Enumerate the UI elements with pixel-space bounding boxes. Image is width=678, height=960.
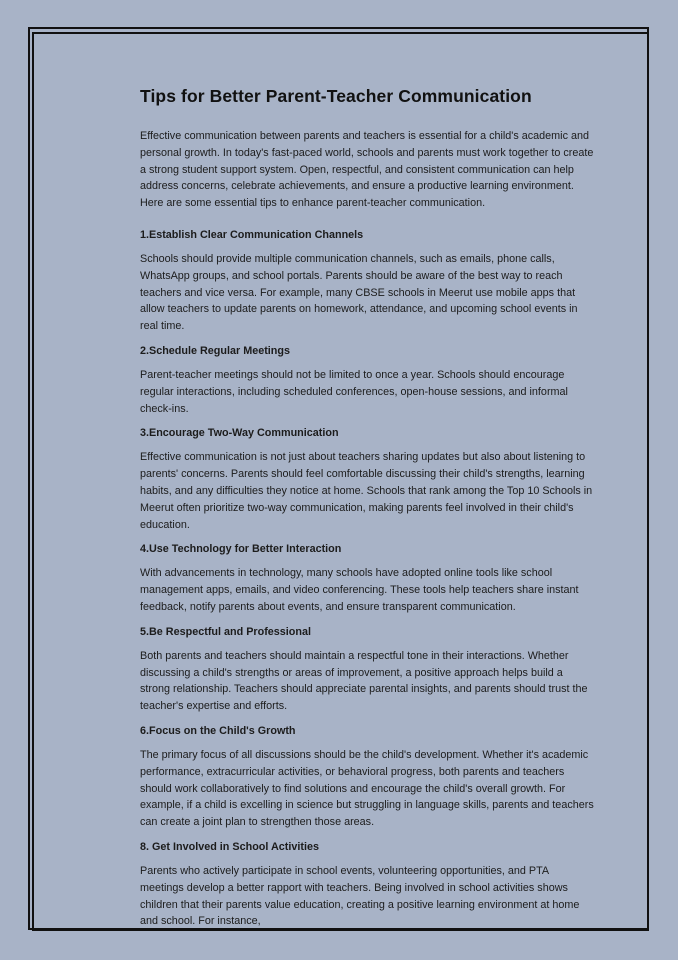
section-paragraph: With advancements in technology, many schools have adopted online tools like school management apps, emails, and video conferencing. These tools help teachers share instant feedback, notify parents about events, and ensure transparent communication.: [140, 567, 579, 613]
document-body: [140, 86, 594, 938]
section-paragraph: The primary focus of all discussions should be the child's development. Whether it's academic performance, extracurricular activities, or behavioral progress, both parents and teachers should work collaboratively to find solutions and encourage the child's overall growth. For example, if a child is excelling in science but struggling in language skills, parents and teachers can create a joint plan to strengthen those areas.: [140, 748, 594, 829]
section-paragraph: Both parents and teachers should maintain a respectful tone in their interactions. Whether discussing a child's strengths or areas of improvement, a positive approach helps build a strong relationship. Teachers should appreciate parental insights, and parents should trust the teacher's expertise and efforts.: [140, 649, 588, 713]
section-2: [140, 343, 594, 417]
section-6: [140, 723, 594, 831]
section-heading: 1.Establish Clear Communication Channels: [140, 228, 364, 241]
section-paragraph: Schools should provide multiple communication channels, such as emails, phone calls, WhatsApp groups, and school portals. Parents should be aware of the best way to reach teachers and vice versa. For example, many CBSE schools in Meerut use mobile apps that allow teachers to update parents on homework, attendance, and upcoming school events in real time.: [140, 252, 578, 333]
section-paragraph: Parents who actively participate in school events, volunteering opportunities, and PTA meetings develop a better rapport with teachers. Being involved in school activities shows children that their parents value education, creating a positive learning environment at home and school. For instance,: [140, 864, 580, 928]
section-5: [140, 624, 594, 715]
section-1: [140, 227, 594, 335]
intro-paragraph: Effective communication between parents and teachers is essential for a child's academic and personal growth. In today's fast-paced world, schools and parents must work together to create a strong student support system. Open, respectful, and consistent communication can help address concerns, celebrate achievements, and ensure a productive learning environment. Here are some essential tips to enhance parent-teacher communication.: [140, 130, 594, 210]
section-heading: 4.Use Technology for Better Interaction: [140, 543, 342, 556]
section-paragraph: Parent-teacher meetings should not be limited to once a year. Schools should encourage regular interactions, including scheduled conferences, open-house sessions, and informal check-ins.: [140, 368, 568, 415]
section-heading: 8. Get Involved in School Activities: [140, 840, 319, 853]
section-8: [140, 839, 594, 930]
section-heading: 5.Be Respectful and Professional: [140, 625, 311, 638]
section-4: [140, 541, 594, 615]
section-paragraph: Effective communication is not just about teachers sharing updates but also about listening to parents' concerns. Parents should feel comfortable discussing their child's strengths, learning habits, and any difficulties they notice at home. Schools that rank among the Top 10 Schools in Meerut often prioritize two-way communication, making parents feel involved in their child's education.: [140, 451, 593, 531]
section-3: [140, 425, 594, 533]
document-title: Tips for Better Parent-Teacher Communication: [140, 86, 532, 106]
section-heading: 3.Encourage Two-Way Communication: [140, 427, 339, 440]
section-heading: 6.Focus on the Child's Growth: [140, 724, 296, 737]
section-heading: 2.Schedule Regular Meetings: [140, 344, 290, 357]
